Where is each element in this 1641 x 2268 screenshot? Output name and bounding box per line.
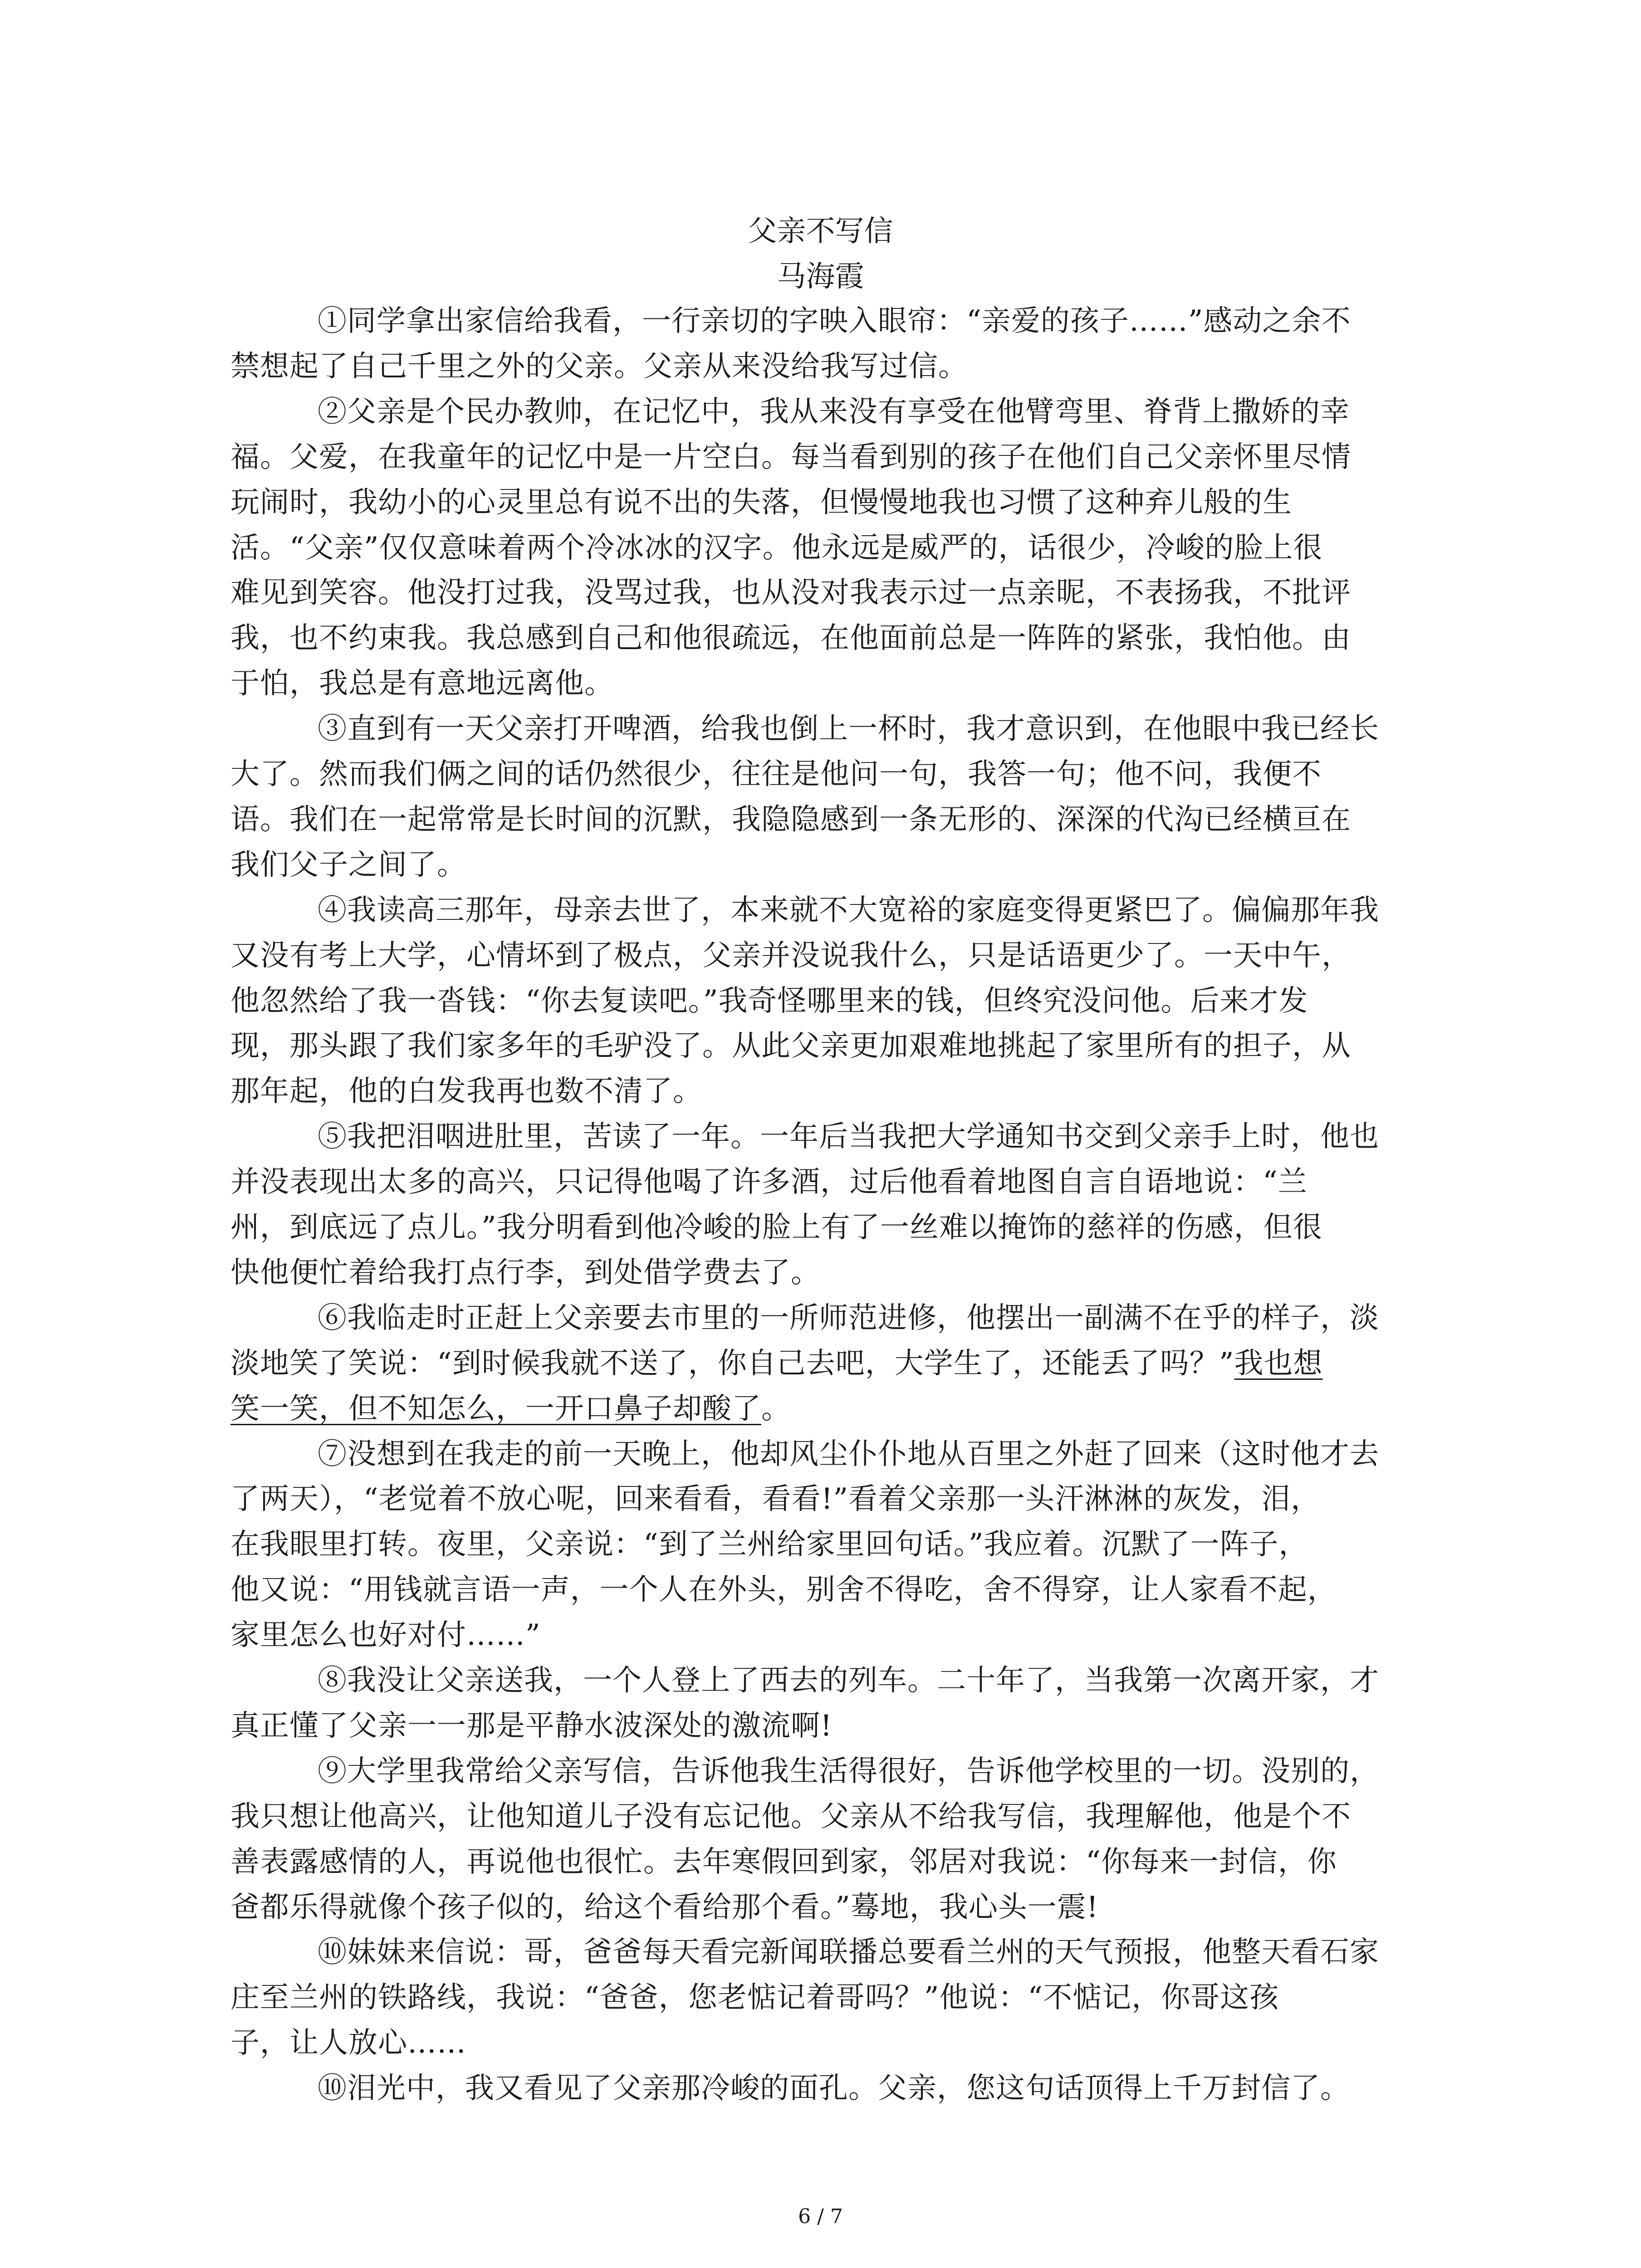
body-line — [318, 1301, 1379, 1335]
body-line — [318, 1936, 1379, 1970]
body-line — [230, 667, 614, 701]
line-text: 于怕，我总是有意地远离他。 — [230, 667, 614, 701]
document-title: 父亲不写信 — [748, 215, 893, 248]
line-text: 善表露感情的人，再说他也很忙。去年寒假回到家，邻居对我说：“你每来一封信，你 — [230, 1845, 1337, 1879]
line-text: 我只想让他高兴，让他知道儿子没有忘记他。父亲从不给我写信，我理解他，他是个不 — [230, 1799, 1351, 1833]
line-text-tail: 。 — [761, 1392, 791, 1426]
body-line — [318, 1437, 1379, 1471]
line-text: ①同学拿出家信给我看，一行亲切的字映入眼帘：“亲爱的孩子……”感动之余不 — [318, 304, 1351, 338]
body-line — [230, 1618, 541, 1652]
line-text: 我们父子之间了。 — [230, 848, 466, 882]
line-text: 在我眼里打转。夜里，父亲说：“到了兰州给家里回句话。”我应着。沉默了一阵子， — [230, 1528, 1308, 1562]
body-line — [230, 984, 1308, 1018]
body-line — [230, 1482, 1321, 1516]
line-text: 了两天），“老觉着不放心呢，回来看看，看看!”看着父亲那一头汗淋淋的灰发，泪， — [230, 1482, 1321, 1516]
line-text: 又没有考上大学，心情坏到了极点，父亲并没说我什么，只是话语更少了。一天中午， — [230, 938, 1351, 973]
line-text: ⑩妹妹来信说：哥，爸爸每天看完新闻联播总要看兰州的天气预报，他整天看石家 — [318, 1936, 1379, 1970]
body-line — [318, 2072, 1350, 2106]
body-line — [230, 1845, 1337, 1879]
line-text: 家里怎么也好对付……” — [230, 1618, 541, 1652]
line-text: 淡地笑了笑说：“到时候我就不送了，你自己去吧，大学生了，还能丢了吗？” — [230, 1346, 1234, 1380]
body-line — [230, 802, 1351, 836]
body-line — [318, 395, 1350, 429]
body-line — [230, 1165, 1308, 1199]
line-text: 我，也不约束我。我总感到自己和他很疏远，在他面前总是一阵阵的紧张，我怕他。由 — [230, 621, 1351, 655]
body-line — [318, 893, 1379, 927]
line-text: ⑨大学里我常给父亲写信，告诉他我生活得很好，告诉他学校里的一切。没别的， — [318, 1754, 1379, 1788]
line-text: ②父亲是个民办教帅，在记忆中，我从来没有享受在他臂弯里、脊背上撒娇的幸 — [318, 395, 1350, 429]
line-text: 子，让人放心…… — [230, 2026, 466, 2060]
body-line — [230, 621, 1351, 655]
body-line — [318, 1120, 1379, 1154]
document-author: 马海霞 — [777, 260, 864, 293]
body-line — [318, 1666, 1379, 1695]
body-line — [230, 1256, 820, 1290]
line-text: ⑧我没让父亲送我，一个人登上了西去的列车。二十年了，当我第一次离开家，才 — [318, 1664, 1379, 1697]
line-text: 玩闹时，我幼小的心灵里总有说不出的失落，但慢慢地我也习惯了这种弃儿般的生 — [230, 485, 1292, 519]
page-number: 6 / 7 — [798, 2205, 843, 2228]
line-text: 真正懂了父亲一一那是平静水波深处的激流啊! — [230, 1709, 833, 1743]
line-text: 庄至兰州的铁路线，我说：“爸爸，您老惦记着哥吗？”他说：“不惦记，你哥这孩 — [230, 1981, 1279, 2015]
body-line — [230, 1392, 791, 1426]
line-text: 现，那头跟了我们家多年的毛驴没了。从此父亲更加艰难地挑起了家里所有的担子，从 — [230, 1029, 1351, 1063]
body-line — [230, 531, 1323, 565]
line-text: 爸都乐得就像个孩子似的，给这个看给那个看。”蓦地，我心头一震! — [230, 1890, 1099, 1924]
line-text: 难见到笑容。他没打过我，没骂过我，也从没对我表示过一点亲昵，不表扬我，不批评 — [230, 576, 1351, 610]
line-text: 活。“父亲”仅仅意味着两个冷冰冰的汉字。他永远是威严的，话很少，冷峻的脸上很 — [230, 531, 1323, 565]
body-line — [230, 1799, 1351, 1833]
body-line — [230, 1346, 1323, 1380]
line-text: 那年起，他的白发我再也数不清了。 — [230, 1075, 702, 1109]
body-line — [230, 1981, 1279, 2015]
body-line — [230, 1213, 1323, 1242]
body-line — [230, 1709, 833, 1743]
line-text: 他又说：“用钱就言语一声，一个人在外头，别舍不得吃，舍不得穿，让人家看不起， — [230, 1573, 1337, 1607]
line-text: 语。我们在一起常常是长时间的沉默，我隐隐感到一条无形的、深深的代沟已经横亘在 — [230, 802, 1351, 836]
body-line — [230, 440, 1351, 474]
underlined-sentence: 笑一笑，但不知怎么，一开口鼻子却酸了 — [230, 1392, 761, 1426]
body-line — [230, 576, 1351, 610]
body-line — [230, 485, 1292, 519]
body-line — [230, 850, 466, 880]
line-text: 大了。然而我们俩之间的话仍然很少，往往是他问一句，我答一句；他不问，我便不 — [230, 758, 1322, 791]
line-text: 他忽然给了我一沓钱：“你去复读吧。”我奇怪哪里来的钱，但终究没问他。后来才发 — [230, 984, 1308, 1018]
body-line — [318, 1754, 1379, 1788]
body-line — [318, 712, 1379, 746]
body-line — [230, 1528, 1308, 1562]
body-line — [230, 1573, 1337, 1607]
body-line — [230, 1075, 702, 1109]
body-line — [230, 760, 1322, 789]
line-text: ④我读高三那年，母亲去世了，本来就不大宽裕的家庭变得更紧巴了。偏偏那年我 — [318, 893, 1379, 927]
line-text: ⑥我临走时正赶上父亲要去市里的一所师范进修，他摆出一副满不在乎的样子，淡 — [318, 1301, 1379, 1335]
body-line — [318, 304, 1351, 338]
line-text: 福。父爱，在我童年的记忆中是一片空白。每当看到别的孩子在他们自己父亲怀里尽情 — [230, 440, 1351, 474]
line-text: 快他便忙着给我打点行李，到处借学费去了。 — [230, 1256, 820, 1290]
line-text: 州，到底远了点儿。”我分明看到他冷峻的脸上有了一丝难以掩饰的慈祥的伤感，但很 — [230, 1211, 1323, 1244]
underlined-sentence: 我也想 — [1234, 1346, 1323, 1380]
line-text: ③直到有一天父亲打开啤酒，给我也倒上一杯时，我才意识到，在他眼中我已经长 — [318, 712, 1379, 746]
body-line — [230, 2028, 466, 2058]
line-text: ⑩泪光中，我又看见了父亲那冷峻的面孔。父亲，您这句话顶得上千万封信了。 — [318, 2072, 1350, 2106]
line-text: ⑤我把泪咽进肚里，苦读了一年。一年后当我把大学通知书交到父亲手上时，他也 — [318, 1120, 1379, 1154]
line-text: 禁想起了自己千里之外的父亲。父亲从来没给我写过信。 — [230, 349, 968, 383]
line-text: ⑦没想到在我走的前一天晚上，他却风尘仆仆地从百里之外赶了回来（这时他才去 — [318, 1437, 1379, 1471]
body-line — [230, 938, 1351, 973]
body-line — [230, 1031, 1351, 1061]
body-line — [230, 1890, 1099, 1924]
line-text: 并没表现出太多的高兴，只记得他喝了许多酒，过后他看着地图自言自语地说：“兰 — [230, 1165, 1308, 1199]
body-line — [230, 349, 968, 383]
